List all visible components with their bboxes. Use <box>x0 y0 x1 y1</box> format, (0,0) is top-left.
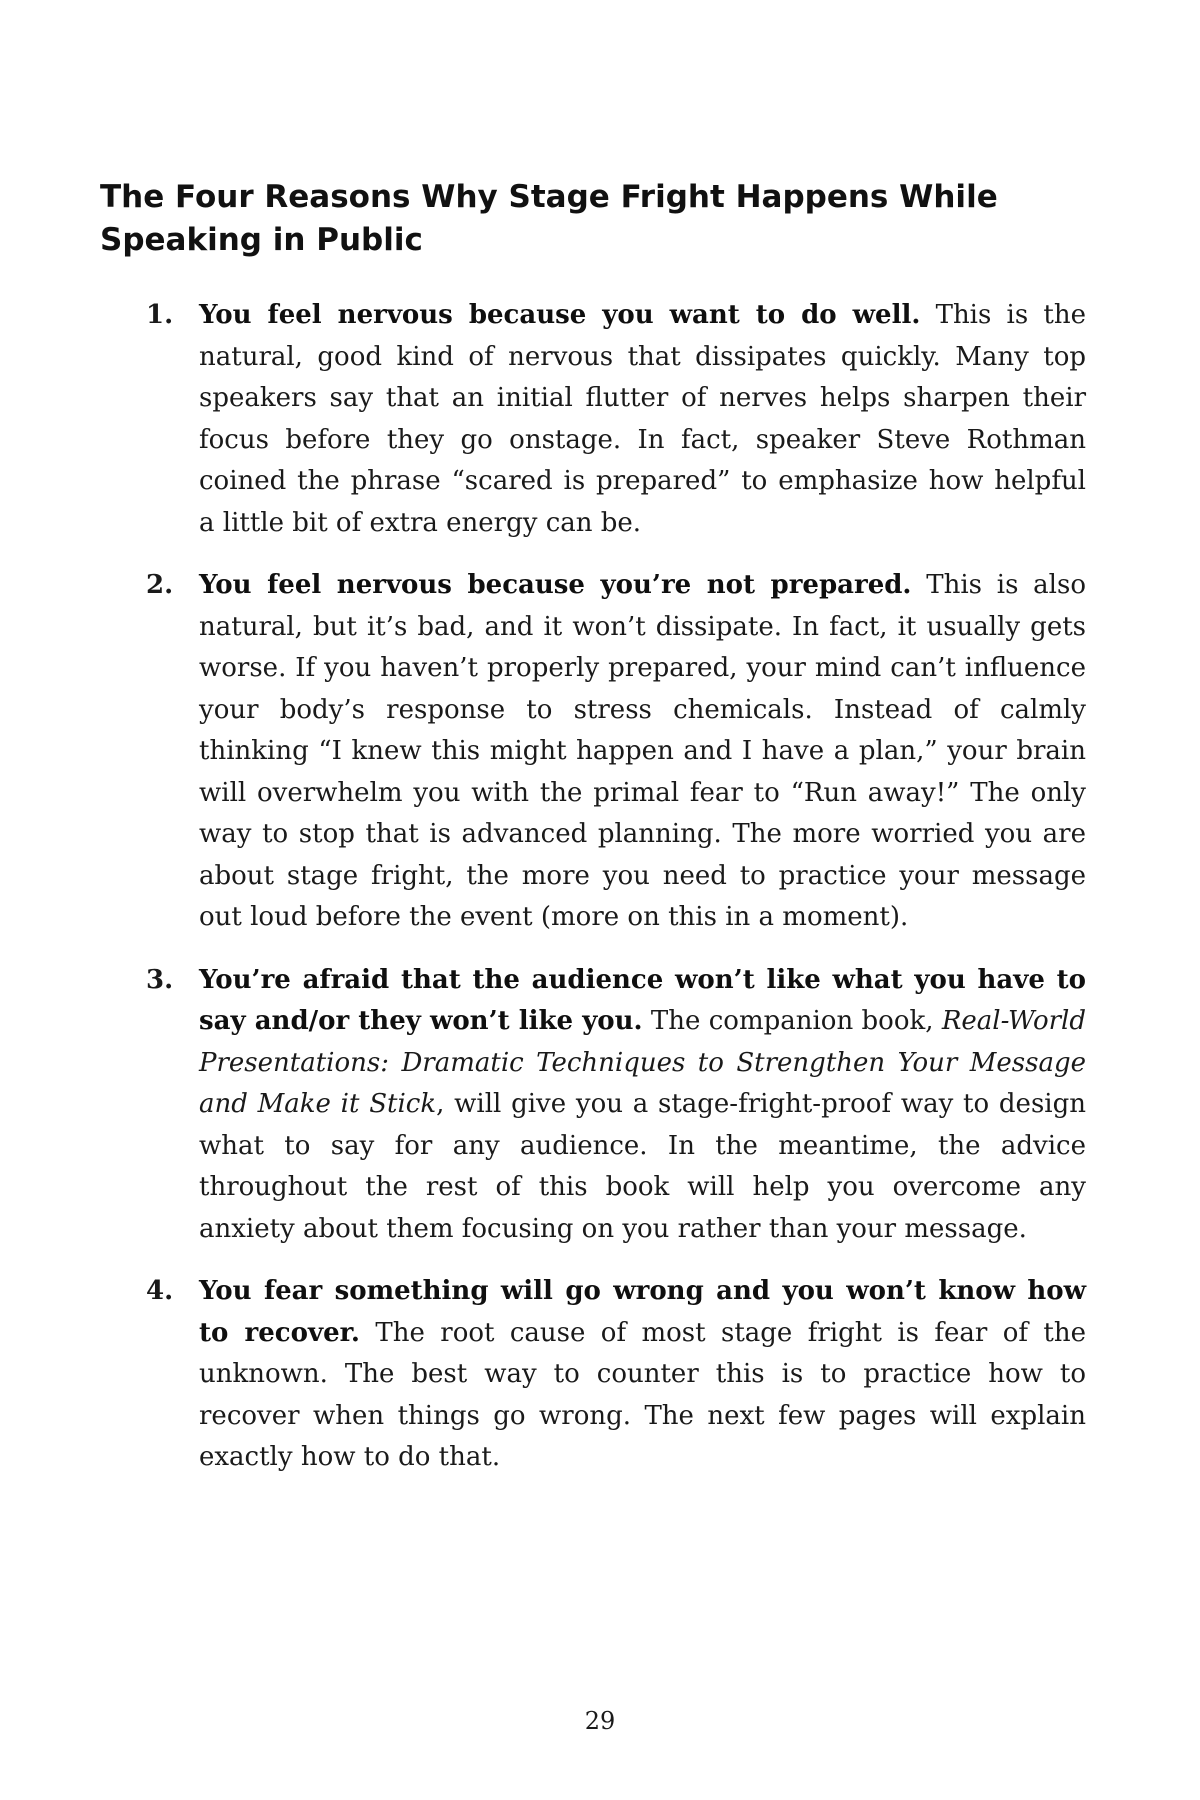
section-heading: The Four Reasons Why Stage Fright Happens While Speaking in Public <box>100 179 998 258</box>
book-title: Real-World Presentations: Dramatic Techniques to Strengthen Your Message and Make it Stick <box>199 1006 1086 1119</box>
item-number: 2. <box>146 570 174 600</box>
item-lead: You’re afraid that the audience won’t like what you have to say and/or they won’t like you. <box>199 964 1086 1036</box>
list-item <box>146 1271 1086 1479</box>
list-item <box>146 565 1086 939</box>
item-number: 4. <box>146 1276 174 1306</box>
reasons-list <box>146 295 1086 1500</box>
item-lead: You fear something will go wrong and you won’t know how to recover. <box>199 1276 1086 1348</box>
item-text: The root cause of most stage fright is fear of the unknown. The best way to counter this is to practice how to recover when things go wrong. The next few pages will explain exactly how to do that. <box>199 1317 1086 1472</box>
list-item <box>146 960 1086 1251</box>
page-number: 29 <box>584 1707 616 1735</box>
item-text: , will give you a stage-fright-proof way to design what to say for any audience. In the meantime, the advice throughout the rest of this book will help you overcome any anxiety about them focusing on you rather than your message. <box>199 1089 1086 1244</box>
item-number: 1. <box>146 300 174 330</box>
item-lead: You feel nervous because you’re not prepared. <box>199 570 912 600</box>
item-text: This is the natural, good kind of nervous that dissipates quickly. Many top speakers say that an initial flutter of nerves helps sharpen their focus before they go onstage. In fact, speaker Steve Rothman coined the phrase “scared is prepared” to emphasize how helpful a little bit of extra energy can be. <box>199 300 1087 538</box>
list-item <box>146 295 1086 544</box>
item-number: 3. <box>146 964 174 995</box>
item-lead: You feel nervous because you want to do well. <box>199 300 921 330</box>
item-text: This is also natural, but it’s bad, and it won’t dissipate. In fact, it usually gets worse. If you haven’t properly prepared, your mind can’t influence your body’s response to stress chemicals. Instead of calmly thinking “I knew this might happen and I have a plan,” your brain will overwhelm you with the primal fear to “Run away!” The only way to stop that is advanced planning. The more worried you are about stage fright, the more you need to practice your message out loud before the event (more on this in a moment). <box>199 570 1086 932</box>
item-text: The companion book, <box>642 1006 942 1036</box>
